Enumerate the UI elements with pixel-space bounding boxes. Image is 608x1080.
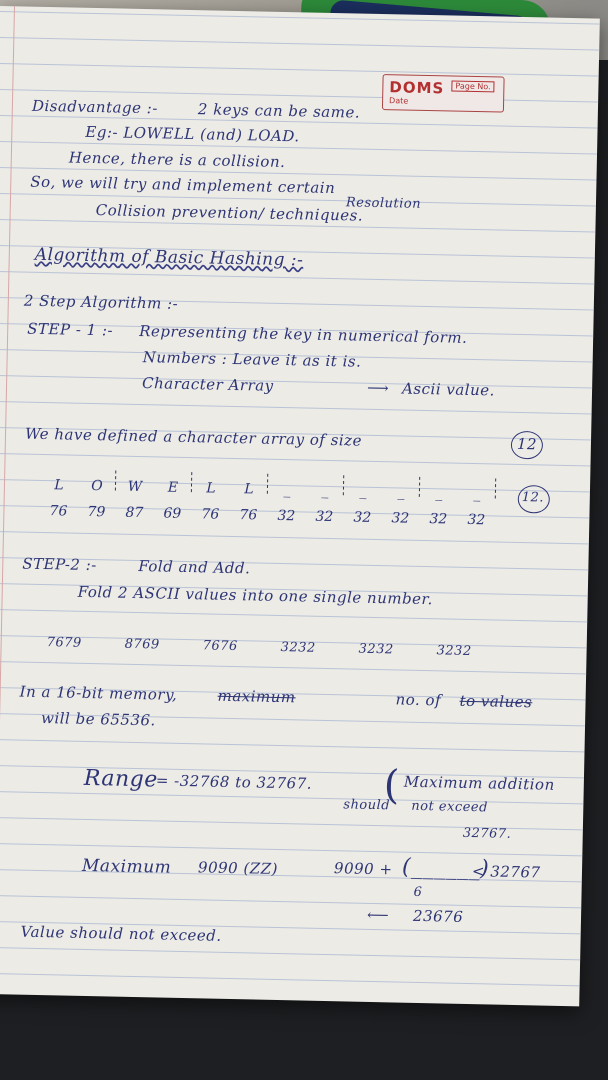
array-letter: E <box>167 479 179 496</box>
range-note1: Maximum addition <box>403 772 555 794</box>
array-ascii-code: 32 <box>315 508 334 526</box>
folded-value: 3232 <box>280 640 316 656</box>
range-note3: 32767. <box>462 825 512 842</box>
example-line: Eg:- LOWELL (and) LOAD. <box>85 122 300 146</box>
array-ascii-code: 32 <box>391 510 410 527</box>
date-label: Date <box>389 96 409 106</box>
algorithm-subtitle: 2 Step Algorithm :- <box>23 291 179 313</box>
array-ascii-code: 32 <box>429 511 448 528</box>
footer-line: Value should not exceed. <box>20 922 222 945</box>
step1-ascii: Ascii value. <box>401 379 496 400</box>
result-arrow-icon: ⟵ <box>366 905 390 925</box>
folded-value: 3232 <box>358 641 394 658</box>
maximum-label: Maximum <box>81 855 172 878</box>
blank-digit: 6 <box>413 884 423 901</box>
resolution-note: Resolution <box>345 195 422 212</box>
array-ascii-code: 76 <box>239 507 258 524</box>
step2-label: STEP-2 :- <box>22 554 98 575</box>
array-divider <box>495 478 497 498</box>
array-letter: _ <box>359 483 367 500</box>
step1-text: Representing the key in numerical form. <box>139 321 468 347</box>
range-note2a: should <box>343 797 391 814</box>
notebook-header-box <box>382 74 505 113</box>
range-bracket: ( <box>383 762 400 809</box>
array-letter: _ <box>473 486 481 503</box>
array-letter: _ <box>321 482 329 499</box>
step1-numbers: Numbers : Leave it as it is. <box>142 348 362 371</box>
step2-title: Fold and Add. <box>138 557 251 578</box>
maximum-expr: 9090 + <box>333 859 393 879</box>
disadvantage-heading: Disadvantage :- <box>31 96 159 118</box>
memory-line1-strike2: to values <box>459 691 533 712</box>
step1-label: STEP - 1 :- <box>27 319 114 340</box>
disadvantage-text: 2 keys can be same. <box>197 100 361 122</box>
range-label: Range <box>83 765 159 793</box>
array-letter: W <box>127 478 143 496</box>
array-letter: L <box>206 480 216 497</box>
array-ascii-code: 32 <box>353 509 372 526</box>
page-number-label: Page No. <box>451 80 494 92</box>
folded-value: 7679 <box>46 635 82 651</box>
blank-bracket: (______) <box>401 854 490 882</box>
step1-character: Character Array <box>141 374 274 395</box>
so-line: So, we will try and implement certain <box>30 172 336 198</box>
margin-line <box>0 6 15 994</box>
array-ascii-code: 76 <box>49 503 68 520</box>
notebook-page <box>0 6 600 1006</box>
algorithm-title: Algorithm of Basic Hashing :- <box>34 244 304 271</box>
array-ascii-code: 69 <box>163 505 182 522</box>
folded-value: 7676 <box>202 638 238 655</box>
maximum-limit: < 32767 <box>471 862 541 882</box>
range-note2b: not exceed <box>411 798 489 816</box>
collision-line: Collision prevention/ techniques. <box>95 201 364 225</box>
array-ascii-code: 79 <box>87 503 106 521</box>
folded-value: 3232 <box>436 643 472 660</box>
array-size-value: 12. <box>521 490 545 506</box>
array-letter: _ <box>283 482 291 499</box>
memory-line1-strike: maximum <box>217 686 296 707</box>
array-ascii-code: 32 <box>467 511 486 529</box>
memory-line1-b: no. of <box>395 690 442 710</box>
maximum-value: 9090 (ZZ) <box>197 858 279 879</box>
memory-line1-a: In a 16-bit memory, <box>19 682 178 704</box>
maximum-result: 23676 <box>412 906 464 926</box>
array-ascii-code: 76 <box>201 506 220 523</box>
array-ascii-code: 32 <box>277 507 296 525</box>
step2-text: Fold 2 ASCII values into one single number. <box>77 582 434 609</box>
range-value: = -32768 to 32767. <box>155 771 313 793</box>
defined-line: We have defined a character array of size <box>24 424 363 450</box>
hence-line: Hence, there is a collision. <box>68 148 286 172</box>
array-letter: O <box>91 478 103 495</box>
array-ascii-code: 87 <box>125 504 144 522</box>
array-letter: _ <box>397 484 405 501</box>
arrow-icon: ⟶ <box>366 378 390 398</box>
array-letter: L <box>54 477 64 494</box>
array-letter: L <box>244 481 254 498</box>
brand-logo: DOMS <box>389 78 445 98</box>
array-letter: _ <box>435 485 443 502</box>
memory-line2: will be 65536. <box>40 709 156 730</box>
size-value: 12 <box>516 434 538 454</box>
folded-value: 8769 <box>124 636 160 653</box>
